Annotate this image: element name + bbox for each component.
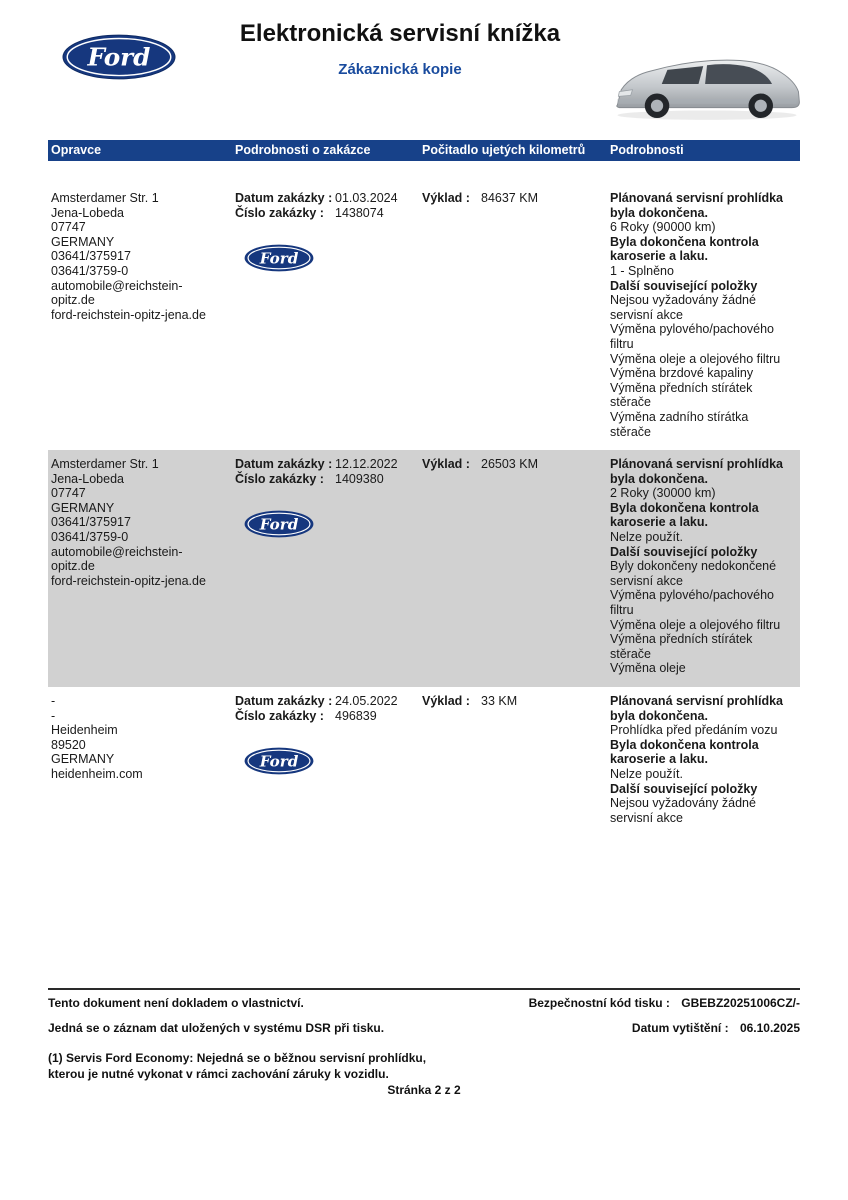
column-header-details: Podrobnosti [610, 143, 684, 157]
odometer-cell [419, 457, 607, 676]
order-date-label: Datum zakázky : [235, 457, 333, 472]
security-code-label: Bezpečnostní kód tisku : [528, 996, 670, 1010]
footnote-line: (1) Servis Ford Economy: Nejedná se o běžnou servisní prohlídku, [48, 1051, 427, 1065]
address-line: Jena-Lobeda [51, 205, 124, 220]
print-date-label: Datum vytištění : [631, 1021, 729, 1035]
address-line: - [51, 694, 56, 708]
detail-line: Výměna brzdové kapaliny [610, 366, 754, 381]
print-date [632, 1021, 800, 1035]
detail-line: Výměna zadního stírátka stěrače [610, 409, 749, 439]
footnote-line: kterou je nutné vykonat v rámci zachování záruky k vozidlu. [48, 1066, 389, 1081]
odometer-value: 33 KM [481, 694, 518, 708]
detail-line: Výměna oleje a olejového filtru [610, 617, 781, 632]
order-date-value: 12.12.2022 [335, 457, 398, 472]
odometer-label: Výklad : [422, 694, 470, 708]
address-line: 89520 [51, 737, 86, 752]
detail-line: Nejsou vyžadovány žádné servisní akce [610, 796, 756, 825]
svg-text:Ford: Ford [259, 752, 299, 771]
vehicle-image [608, 46, 806, 124]
detail-line: Prohlídka před předáním vozu [610, 723, 778, 738]
odometer-value: 26503 KM [481, 457, 538, 472]
detail-line: Byla dokončena kontrola karoserie a laku. [610, 234, 759, 264]
odometer-value: 84637 KM [481, 191, 538, 205]
address-line: ford-reichstein-opitz-jena.de [51, 573, 206, 588]
service-record-row [48, 184, 800, 450]
address-line: Amsterdamer Str. 1 [51, 191, 159, 205]
detail-line: Plánovaná servisní prohlídka byla dokončena. [610, 457, 783, 486]
detail-line: 2 Roky (30000 km) [610, 486, 716, 501]
order-number-label: Číslo zakázky : [235, 205, 324, 220]
order-details-cell [232, 191, 419, 439]
ford-logo [62, 33, 176, 81]
detail-line: Byla dokončena kontrola karoserie a laku. [610, 737, 759, 767]
odometer-label: Výklad : [422, 191, 470, 205]
address-line: 07747 [51, 486, 86, 501]
record-details [607, 694, 800, 825]
table-header-row [48, 140, 800, 161]
detail-line: Nelze použít. [610, 530, 683, 545]
address-line: automobile@reichstein-opitz.de [51, 544, 183, 574]
address-line: ford-reichstein-opitz-jena.de [51, 307, 206, 322]
detail-line: Byla dokončena kontrola karoserie a laku. [610, 500, 759, 530]
repairer-address [48, 694, 232, 825]
order-date-value: 24.05.2022 [335, 694, 398, 708]
dsr-note: Jedná se o záznam dat uložených v systému DSR při tisku. [48, 1021, 385, 1035]
order-number-label: Číslo zakázky : [235, 708, 324, 723]
ford-logo [244, 510, 314, 538]
order-details-cell [232, 694, 419, 825]
security-code [529, 996, 800, 1010]
address-line: 03641/3759-0 [51, 263, 129, 278]
records [48, 184, 800, 836]
odometer-label: Výklad : [422, 457, 470, 472]
detail-line: Plánovaná servisní prohlídka byla dokončena. [610, 191, 783, 220]
detail-line: Výměna pylového/pachového filtru [610, 322, 775, 351]
detail-line: Další související položky [610, 544, 758, 559]
order-number-value: 1409380 [335, 471, 384, 486]
repairer-address [48, 457, 232, 676]
detail-line: Výměna předních stírátek stěrače [610, 380, 753, 410]
detail-line: Výměna oleje a olejového filtru [610, 351, 781, 366]
detail-line: Další související položky [610, 278, 758, 293]
detail-line: Byly dokončeny nedokončené servisní akce [610, 559, 777, 588]
detail-line: Výměna předních stírátek stěrače [610, 632, 753, 661]
page-title: Elektronická servisní knížka [239, 20, 561, 47]
address-line: 07747 [51, 220, 86, 235]
order-date-label: Datum zakázky : [235, 191, 333, 205]
service-records-table [48, 140, 800, 836]
address-line: 03641/375917 [51, 249, 131, 264]
print-date-value: 06.10.2025 [739, 1021, 800, 1035]
address-line: 03641/3759-0 [51, 530, 129, 545]
detail-line: Nejsou vyžadovány žádné servisní akce [610, 293, 756, 322]
service-record-row [48, 687, 800, 836]
security-code-value: GBEBZ20251006CZ/- [681, 996, 800, 1010]
footer [48, 988, 800, 1097]
ownership-note: Tento dokument není dokladem o vlastnictví. [48, 996, 304, 1010]
page-number: Stránka 2 z 2 [387, 1083, 461, 1097]
order-number-value: 1438074 [335, 205, 384, 220]
svg-text:Ford: Ford [87, 42, 151, 72]
economy-footnote [48, 1051, 800, 1082]
ford-logo [244, 747, 314, 775]
address-line: Amsterdamer Str. 1 [51, 457, 159, 472]
address-line: GERMANY [51, 752, 115, 767]
order-date-value: 01.03.2024 [335, 191, 398, 205]
address-line: Jena-Lobeda [51, 471, 124, 486]
detail-line: 6 Roky (90000 km) [610, 220, 716, 235]
order-date-label: Datum zakázky : [235, 694, 333, 708]
page-subtitle: Zákaznická kopie [338, 61, 462, 78]
detail-line: Výměna oleje [610, 661, 686, 676]
odometer-cell [419, 191, 607, 439]
column-header-order-details: Podrobnosti o zakázce [235, 143, 371, 157]
record-details [607, 457, 800, 676]
address-line: GERMANY [51, 234, 115, 249]
detail-line: Plánovaná servisní prohlídka byla dokončena. [610, 694, 783, 723]
address-line: - [51, 708, 56, 723]
address-line: automobile@reichstein-opitz.de [51, 278, 183, 308]
order-details-cell [232, 457, 419, 676]
odometer-cell [419, 694, 607, 825]
repairer-address [48, 191, 232, 439]
column-header-repairer: Opravce [51, 143, 102, 157]
address-line: Heidenheim [51, 723, 118, 738]
svg-text:Ford: Ford [259, 249, 299, 268]
order-number-value: 496839 [335, 708, 377, 723]
record-details [607, 191, 800, 439]
column-header-odometer: Počitadlo ujetých kilometrů [422, 143, 586, 157]
detail-line: Další související položky [610, 781, 758, 796]
detail-line: 1 - Splněno [610, 263, 674, 278]
detail-line: Výměna pylového/pachového filtru [610, 588, 775, 618]
detail-line: Nelze použít. [610, 766, 683, 781]
header [160, 20, 640, 78]
ford-logo [244, 244, 314, 272]
address-line: 03641/375917 [51, 515, 131, 530]
service-record-row [48, 450, 800, 687]
address-line: heidenheim.com [51, 766, 143, 781]
svg-text:Ford: Ford [259, 515, 299, 534]
order-number-label: Číslo zakázky : [235, 471, 324, 486]
address-line: GERMANY [51, 500, 115, 515]
